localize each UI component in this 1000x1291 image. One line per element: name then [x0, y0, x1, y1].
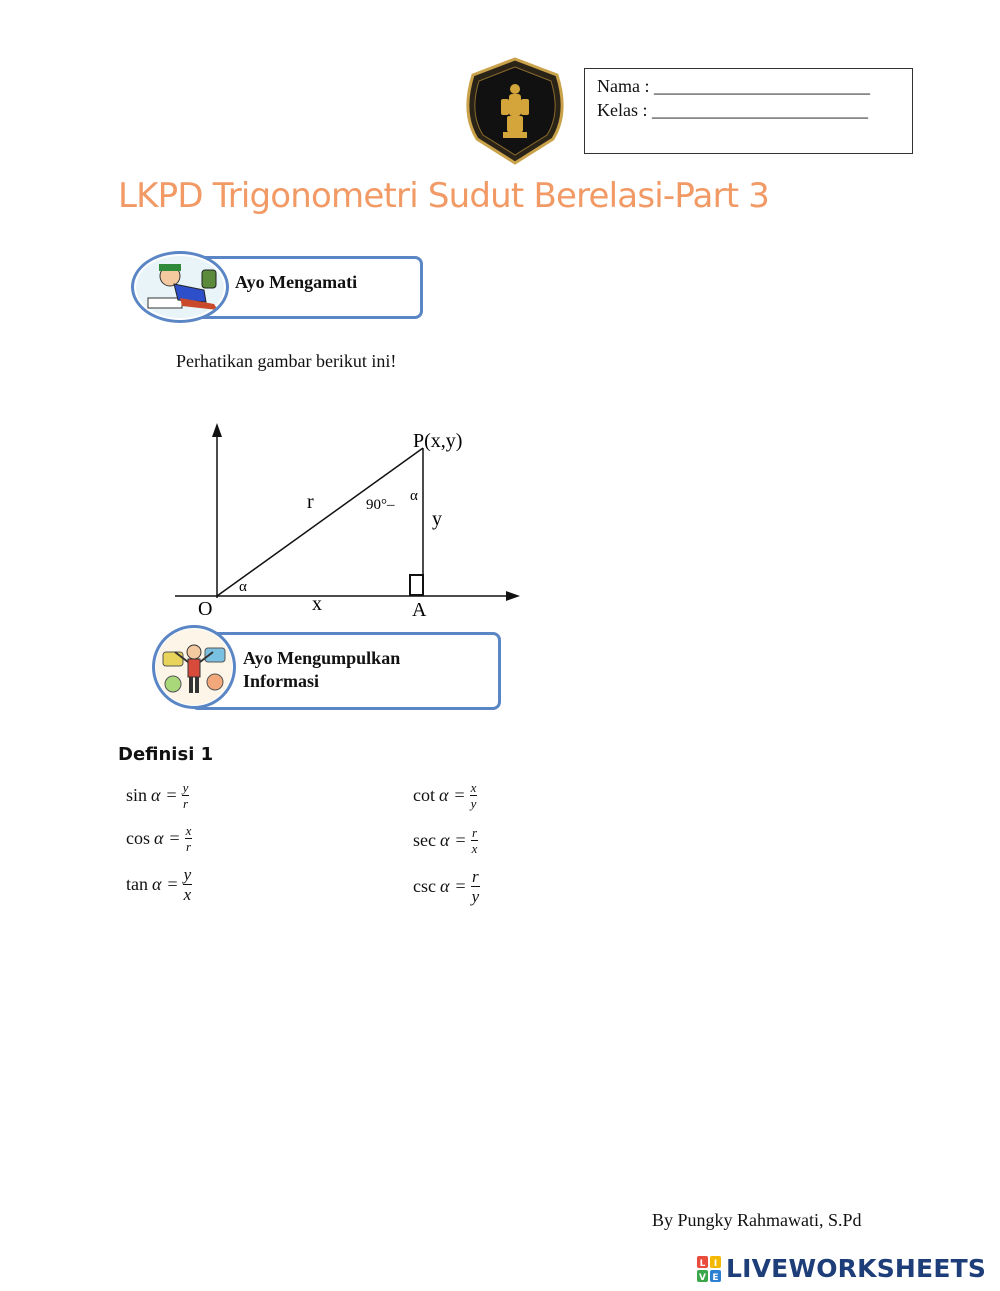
denominator: x — [183, 885, 192, 904]
numerator: y — [182, 780, 189, 795]
collect-label-line2: Informasi — [243, 671, 319, 691]
liveworksheets-icon — [697, 1256, 721, 1282]
author-credit: By Pungky Rahmawati, S.Pd — [652, 1210, 862, 1230]
fn-variable: α — [439, 876, 450, 896]
fn-variable: α — [439, 830, 450, 850]
school-logo — [457, 55, 573, 167]
formula-tan — [126, 866, 192, 903]
liveworksheets-wordmark: LIVEWORKSHEETS — [726, 1254, 987, 1283]
instruction-text: Perhatikan gambar berikut ini! — [176, 351, 397, 371]
formula-csc — [413, 868, 480, 905]
class-field[interactable]: Kelas : ________________________ — [597, 100, 868, 120]
fraction — [470, 781, 478, 810]
fn-name: cos — [126, 828, 150, 848]
denominator: r — [185, 839, 192, 854]
observe-label: Ayo Mengamati — [235, 272, 358, 292]
label-p: P(x,y) — [413, 430, 463, 452]
logo-letter-v: V — [699, 1272, 706, 1282]
denominator: y — [471, 887, 480, 906]
numerator: y — [183, 865, 192, 884]
fraction — [471, 868, 481, 905]
equals-sign: = — [455, 876, 466, 896]
formula-sin — [126, 781, 189, 810]
fn-variable: α — [151, 785, 161, 805]
formula-cos — [126, 824, 192, 853]
fn-variable: α — [154, 828, 164, 848]
equals-sign: = — [454, 785, 465, 805]
math-student-icon — [152, 625, 236, 709]
fraction — [471, 826, 479, 855]
triangle-diagram — [160, 415, 530, 625]
fn-name: csc — [413, 876, 436, 896]
fn-variable: α — [152, 874, 162, 894]
equals-sign: = — [169, 828, 180, 848]
equals-sign: = — [167, 874, 178, 894]
label-alpha-origin: α — [239, 579, 247, 595]
page-title: LKPD Trigonometri Sudut Berelasi-Part 3 — [118, 176, 770, 216]
liveworksheets-logo[interactable] — [697, 1254, 986, 1283]
name-field[interactable]: Nama : ________________________ — [597, 76, 870, 96]
label-y: y — [432, 508, 442, 530]
numerator: x — [470, 780, 477, 795]
label-x: x — [312, 593, 322, 615]
student-info-box — [584, 68, 913, 154]
logo-letter-l: L — [699, 1258, 706, 1269]
label-o: O — [198, 598, 213, 620]
numerator: x — [185, 823, 192, 838]
collect-banner — [190, 632, 501, 710]
right-angle-marker — [410, 575, 423, 595]
denominator: x — [471, 841, 478, 856]
numerator: r — [471, 825, 478, 840]
equals-sign: = — [166, 785, 177, 805]
fn-name: sin — [126, 785, 148, 805]
fraction — [183, 866, 193, 903]
y-axis-arrow — [212, 423, 222, 437]
formula-sec — [413, 826, 478, 855]
x-axis-arrow — [506, 591, 520, 601]
definition-title: Definisi 1 — [118, 744, 214, 765]
fraction — [182, 781, 190, 810]
numerator: r — [472, 867, 479, 886]
collect-label — [243, 647, 400, 693]
fn-name: tan — [126, 874, 148, 894]
logo-letter-i: I — [713, 1258, 718, 1269]
denominator: y — [470, 796, 477, 811]
reading-boy-icon — [131, 251, 229, 323]
label-a: A — [412, 599, 427, 621]
fraction — [185, 824, 193, 853]
label-complement-angle: 90°– — [366, 497, 395, 513]
fn-variable: α — [439, 785, 449, 805]
label-r: r — [307, 491, 314, 513]
logo-letter-e: E — [712, 1272, 719, 1282]
hypotenuse-r — [217, 448, 423, 596]
formula-cot — [413, 781, 477, 810]
fn-name: cot — [413, 785, 435, 805]
label-alpha-top: α — [410, 488, 418, 504]
fn-name: sec — [413, 830, 436, 850]
collect-label-line1: Ayo Mengumpulkan — [243, 648, 401, 668]
denominator: r — [182, 796, 189, 811]
equals-sign: = — [455, 830, 466, 850]
